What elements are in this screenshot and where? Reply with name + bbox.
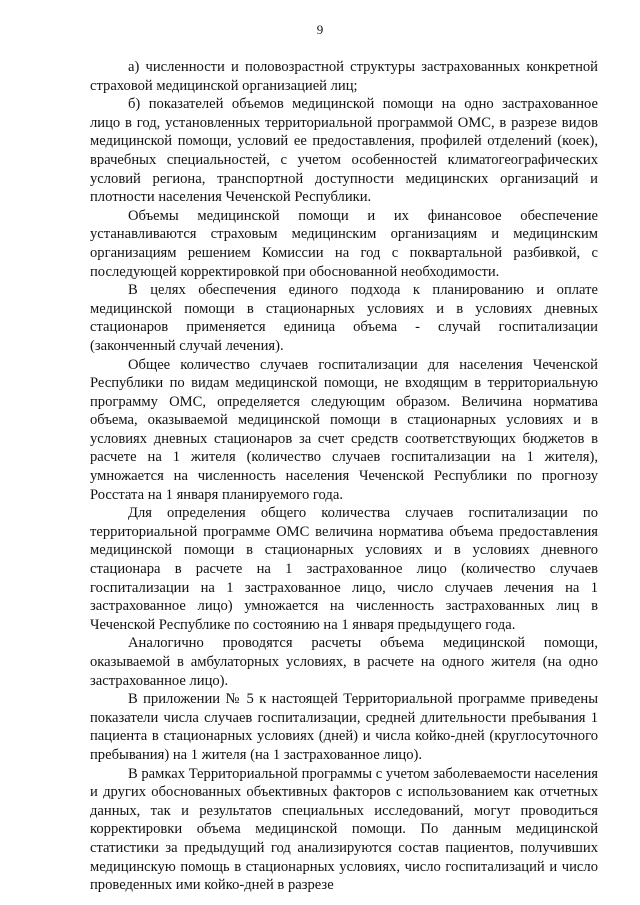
page-number: 9 — [316, 22, 324, 37]
paragraph-a: а) численности и половозрастной структуры застрахованных конкретной страховой медицинской организацией лиц; — [90, 59, 598, 94]
document-body — [90, 58, 598, 895]
paragraph-appendix-5: В приложении № 5 к настоящей Территориальной программе приведены показатели числа случаев госпитализации, средней длительности пребывания 1 пациента в стационарных условиях (дней) и числа койко-дней (круглосуточного пребывания) на 1 жителя (на 1 застрахованное лицо). — [90, 691, 598, 763]
paragraph-volumes: Объемы медицинской помощи и их финансовое обеспечение устанавливаются страховым медицинским организациям и медицинским организациям решением Комиссии на год с поквартальной разбивкой, с последующей корректировкой при обоснованной необходимости. — [90, 207, 598, 280]
paragraph-b: б) показателей объемов медицинской помощи на одно застрахованное лицо в год, установленных территориальной программой ОМС, в разрезе видов медицинской помощи, условий ее предоставления, профилей отделений (коек), врачебных специальностей, с учетом особенностей климатогеографических условий региона, транспортной доступности медицинских организаций и плотности населения Чеченской Республики. — [90, 96, 598, 206]
paragraph-unified-approach: В целях обеспечения единого подхода к планированию и оплате медицинской помощи в стационарных условиях и в условиях дневных стационаров применяется единица объема - случай госпитализации (законченный случай лечения). — [90, 282, 598, 354]
paragraph-adjustments: В рамках Территориальной программы с учетом заболеваемости населения и других обоснованных объективных факторов с использованием как отчетных данных, так и результатов специальных исследований, могут проводиться корректировки объема медицинской помощи. По данным медицинской статистики за предыдущий год анализируются состав пациентов, получивших медицинскую помощь в стационарных условиях, число госпитализаций и число проведенных ими койко-дней в разрезе — [90, 765, 598, 894]
paragraph-oms-calculation: Для определения общего количества случаев госпитализации по территориальной программе ОМС величина норматива объема предоставления медицинской помощи в стационарных условиях и в условиях дневного стационара в расчете на 1 застрахованное лицо (количество случаев госпитализации на 1 застрахованное лицо, число случаев лечения на 1 застрахованное лицо) умножается на численность застрахованных лиц в Чеченской Республике по состоянию на 1 января предыдущего года. — [90, 505, 598, 633]
paragraph-outpatient: Аналогично проводятся расчеты объема медицинской помощи, оказываемой в амбулаторных условиях, в расчете на одного жителя (на одно застрахованное лицо). — [90, 635, 598, 689]
paragraph-total-hospitalizations: Общее количество случаев госпитализации для населения Чеченской Республики по видам медицинской помощи, не входящим в территориальную программу ОМС, определяется следующим образом. Величина норматива объема, оказываемой медицинской помощи в стационарных условиях и в условиях дневных стационаров за счет средств соответствующих бюджетов в расчете на 1 жителя (количество случаев госпитализации на 1 жителя), умножается на численность населения Чеченской Республики по прогнозу Росстата на 1 января планируемого года. — [90, 356, 598, 503]
